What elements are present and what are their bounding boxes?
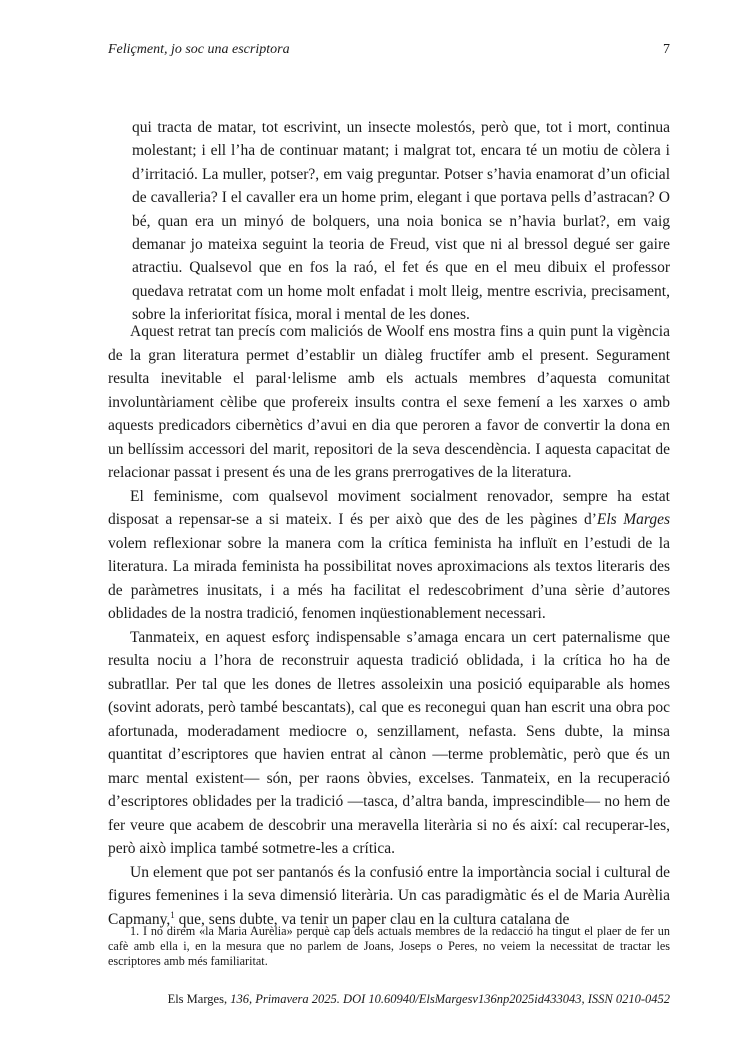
paragraph-2-text-a: El feminisme, com qualsevol moviment socialment renovador, sempre ha estat disposat a repensar-se a si mateix. I és per això que des de les pàgines d’ bbox=[108, 487, 670, 528]
paragraph-2 bbox=[108, 485, 670, 626]
block-quote bbox=[132, 116, 670, 327]
body-text bbox=[108, 320, 670, 931]
paragraph-1: Aquest retrat tan precís com maliciós de Woolf ens mostra fins a quin punt la vigència de la gran literatura permet d’establir un diàleg fructífer amb el present. Segurament resulta inevitable el paral·lelisme amb els actuals membres d’aquesta comunitat involuntàriament cèlibe que profereix insults contra el sexe femení a les xarxes o amb aquests predicadors cibernètics d’avui en dia que peroren a favor de convertir la dona en un bellíssim accessori del marit, repositori de la seva descendència. I aquesta capacitat de relacionar passat i present és una de les grans prerrogatives de la literatura. bbox=[108, 323, 670, 481]
page-number: 7 bbox=[663, 42, 670, 57]
footer-journal: Els Marges, bbox=[167, 992, 228, 1006]
footnote-text: 1. I no direm «la Maria Aurèlia» perquè cap dels actuals membres de la redacció ha tingut el plaer de fer un cafè amb ella i, en la mesura que no parlem de Joans, Joseps o Peres, no veiem la necessitat de tractar les escriptores amb més familiaritat. bbox=[108, 924, 670, 968]
footer-citation: 136, Primavera 2025. DOI 10.60940/ElsMargesv136np2025id433043, ISSN 0210-0452 bbox=[227, 992, 670, 1006]
quote-text: qui tracta de matar, tot escrivint, un insecte molestós, però que, tot i mort, continua molestant; i ell l’ha de continuar matant; i malgrat tot, encara té un motiu de còlera i d’irritació. La muller, potser?, em vaig preguntar. Potser s’havia enamorat d’un oficial de cavalleria? I el cavaller era un home prim, elegant i que portava pells d’astracan? O bé, quan era un minyó de bolquers, una noia bonica se n’havia burlat?, em vaig demanar jo mateixa seguint la teoria de Freud, vist que ni al bressol degué ser gaire atractiu. Qualsevol que en fos la raó, el fet és que en el meu dibuix el professor quedava retratat com un home molt enfadat i molt lleig, mentre escrivia, precisament, sobre la inferioritat física, moral i mental de les dones. bbox=[132, 119, 670, 324]
paragraph-4-text-b: que, sens dubte, va tenir un paper clau en la cultura catalana de bbox=[174, 910, 570, 928]
paragraph-3: Tanmateix, en aquest esforç indispensable s’amaga encara un cert paternalisme que resulta nociu a l’hora de reconstruir aquesta tradició oblidada, i la crítica ho ha de subratllar. Per tal que les dones de lletres assoleixin una posició equiparable als homes (sovint adorats, però també bescantats), cal que es reconegui quan han escrit una obra poc afortunada, moderadament mediocre o, senzillament, nefasta. Sens dubte, la minsa quantitat d’escriptores que havien entrat al cànon —terme problemàtic, però que és un marc mental existent— són, per raons òbvies, excelses. Tanmateix, en la recuperació d’escriptores oblidades per la tradició —tasca, d’altra banda, imprescindible— no hem de fer veure que acabem de descobrir una meravella literària si no és així: cal recuperar-les, però això implica també sotmetre-les a crítica. bbox=[108, 628, 670, 857]
footnote bbox=[108, 924, 670, 969]
paragraph-4-text-a: Un element que pot ser pantanós és la confusió entre la importància social i cultural de figures femenines i la seva dimensió literària. Un cas paradigmàtic és el de Maria Aurèlia Capmany, bbox=[108, 863, 670, 928]
running-title: Feliçment, jo soc una escriptora bbox=[108, 42, 290, 57]
paragraph-4 bbox=[108, 861, 670, 932]
paragraph-2-text-b: volem reflexionar sobre la manera com la crítica feminista ha influït en l’estudi de la literatura. La mirada feminista ha possibilitat noves aproximacions als textos literaris des de paràmetres inusitats, i a més ha facilitat el redescobriment d’una sèrie d’autores oblidades de la nostra tradició, fenomen inqüestionablement necessari. bbox=[108, 534, 670, 622]
footnote-reference[interactable]: 1 bbox=[170, 909, 175, 920]
page-footer bbox=[108, 992, 670, 1007]
journal-title-italic: Els Marges bbox=[596, 511, 670, 528]
